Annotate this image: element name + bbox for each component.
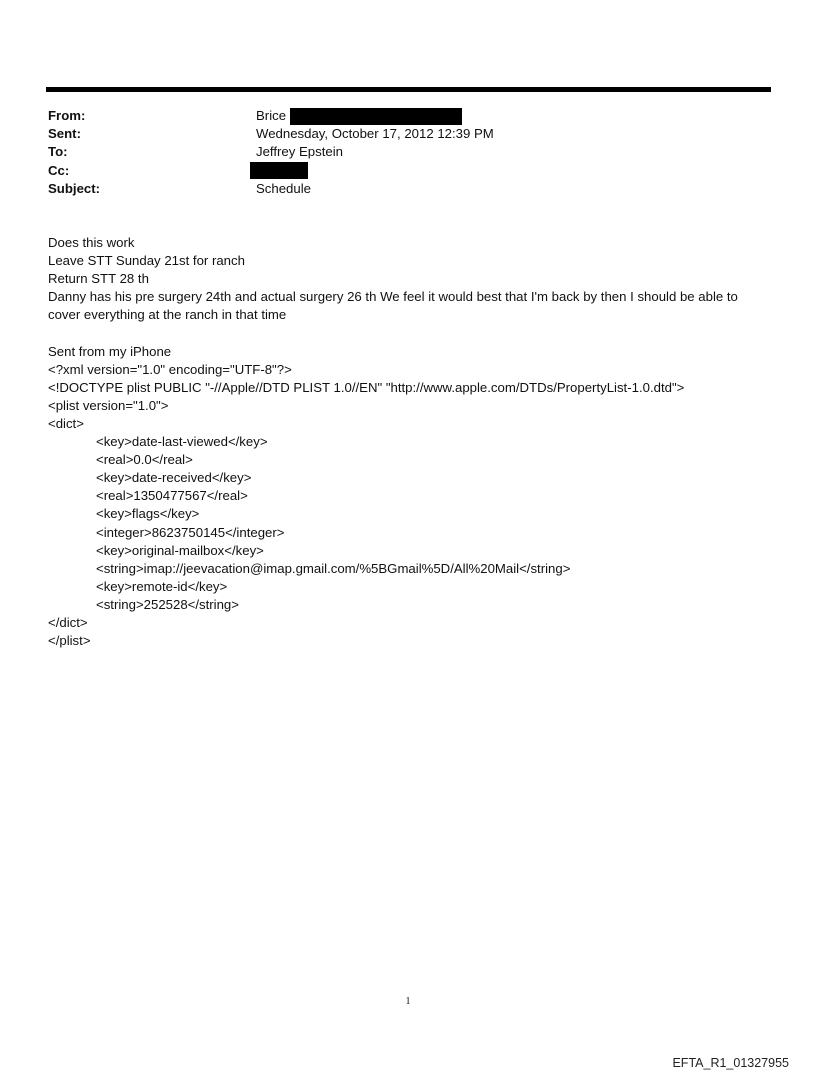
plist-line: <!DOCTYPE plist PUBLIC "-//Apple//DTD PLIST 1.0//EN" "http://www.apple.com/DTDs/PropertyList-1.0.dtd"> <box>48 379 685 395</box>
plist-entry: <real>0.0</real> <box>96 452 193 468</box>
header-divider-rule <box>46 87 771 92</box>
plist-entry: <string>imap://jeevacation@imap.gmail.com/%5BGmail%5D/All%20Mail</string> <box>96 560 571 576</box>
blank-line <box>48 324 773 342</box>
document-id: EFTA_R1_01327955 <box>672 1056 789 1070</box>
plist-line: </plist> <box>48 633 91 649</box>
message-line: Return STT 28 th <box>48 271 149 287</box>
plist-entry: <string>252528</string> <box>96 596 239 612</box>
from-label: From: <box>48 108 86 123</box>
redaction-block <box>250 162 308 179</box>
cc-value-group <box>256 162 308 180</box>
plist-line: <dict> <box>48 415 84 431</box>
message-line: Does this work <box>48 235 135 250</box>
from-value-group <box>256 107 462 125</box>
plist-line: <plist version="1.0"> <box>48 397 169 413</box>
email-body <box>48 234 773 650</box>
redaction-block <box>290 108 462 125</box>
plist-line: <?xml version="1.0" encoding="UTF-8"?> <box>48 361 292 377</box>
to-label: To: <box>48 144 68 160</box>
message-line: Leave STT Sunday 21st for ranch <box>48 253 245 269</box>
subject-value: Schedule <box>256 180 311 196</box>
plist-entry: <key>flags</key> <box>96 506 200 522</box>
subject-label: Subject: <box>48 180 101 196</box>
page-number: 1 <box>405 996 411 1007</box>
cc-row <box>48 162 768 180</box>
email-header <box>48 107 768 198</box>
plist-entry: <key>date-received</key> <box>96 470 252 486</box>
signature-line: Sent from my iPhone <box>48 343 172 359</box>
sent-label: Sent: <box>48 126 81 142</box>
plist-entry: <key>original-mailbox</key> <box>96 542 264 558</box>
to-row <box>48 143 768 161</box>
message-line: Danny has his pre surgery 24th and actual surgery 26 th We feel it would best that I'm back by then I should be able to cover everything at the ranch in that time <box>48 289 738 323</box>
sent-row <box>48 125 768 143</box>
plist-entry: <real>1350477567</real> <box>96 488 248 504</box>
from-row <box>48 107 768 125</box>
plist-entry: <key>date-last-viewed</key> <box>96 434 268 450</box>
sent-value: Wednesday, October 17, 2012 12:39 PM <box>256 126 494 142</box>
from-value: Brice <box>256 108 287 123</box>
plist-entry: <key>remote-id</key> <box>96 578 228 594</box>
cc-label: Cc: <box>48 162 70 178</box>
subject-row <box>48 180 768 198</box>
to-value: Jeffrey Epstein <box>256 144 343 160</box>
plist-entry: <integer>8623750145</integer> <box>96 524 285 540</box>
plist-line: </dict> <box>48 614 88 630</box>
